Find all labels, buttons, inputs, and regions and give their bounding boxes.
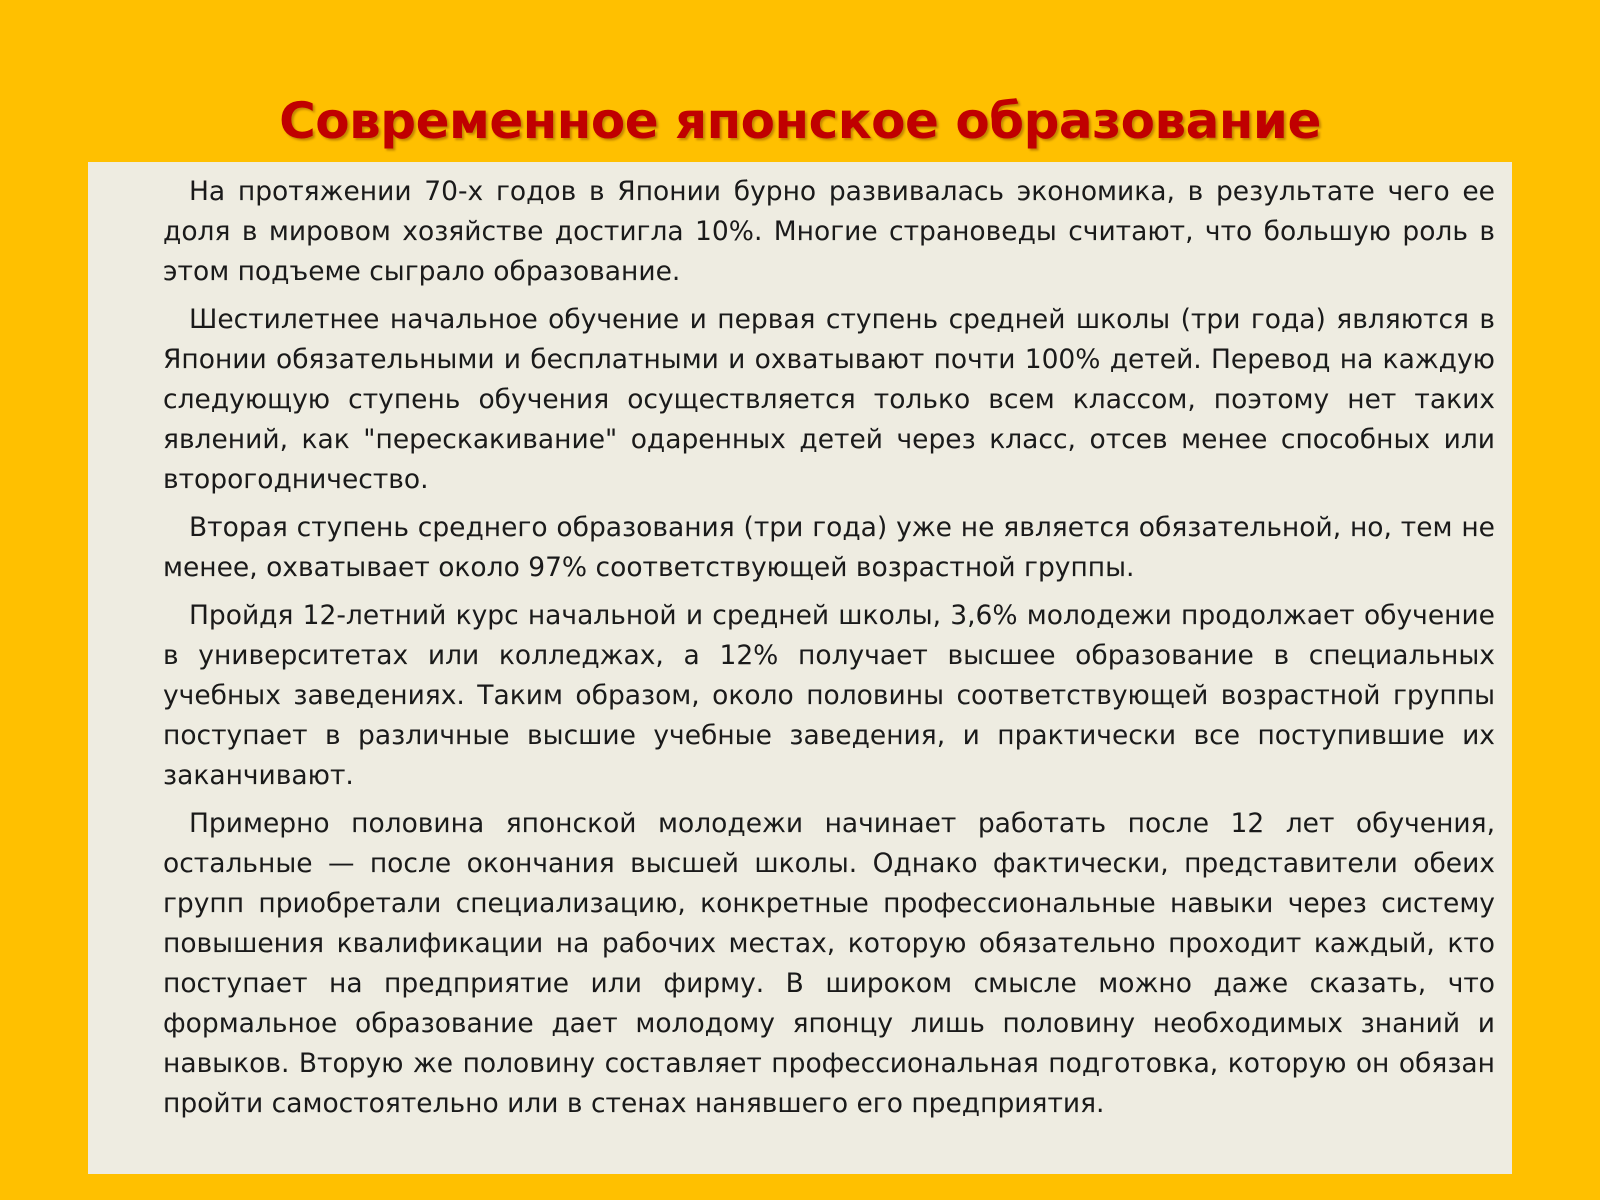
paragraph-primary-school: Шестилетнее начальное обучение и первая ступень средней школы (три года) являются в Японии обязательными и бесплатными и охватывают почти 100% детей. Перевод на каждую следующую ступень обучения осуществляется только всем классом, поэтому нет таких явлений, как "перескакивание" одаренных детей через класс, отсев менее способных или второгодничество. xyxy=(163,304,1495,495)
paragraph-secondary-school: Вторая ступень среднего образования (три года) уже не является обязательной, но, тем не менее, охватывает около 97% соответствующей возрастной группы. xyxy=(163,512,1495,583)
slide-body xyxy=(163,172,1495,1132)
paragraph-economy: На протяжении 70-х годов в Японии бурно развивалась экономика, в результате чего ее доля в мировом хозяйстве достигла 10%. Многие страноведы считают, что большую роль в этом подъеме сыграло образование. xyxy=(163,176,1495,287)
paragraph-professional-training: Примерно половина японской молодежи начинает работать после 12 лет обучения, остальные — после окончания высшей школы. Однако фактически, представители обеих групп приобретали специализацию, конкретные профессиональные навыки через систему повышения квалификации на рабочих местах, которую обязательно проходит каждый, кто поступает на предприятие или фирму. В широком смысле можно даже сказать, что формальное образование дает молодому японцу лишь половину необходимых знаний и навыков. Вторую же половину составляет профессиональная подготовка, которую он обязан пройти самостоятельно или в стенах нанявшего его предприятия. xyxy=(163,808,1495,1119)
paragraph-higher-education: Пройдя 12-летний курс начальной и средней школы, 3,6% молодежи продолжает обучение в университетах или колледжах, а 12% получает высшее образование в специальных учебных заведениях. Таким образом, около половины соответствующей возрастной группы поступает в различные высшие учебные заведения, и практически все поступившие их заканчивают. xyxy=(163,600,1495,791)
slide-title: Современное японское образование xyxy=(279,92,1321,150)
